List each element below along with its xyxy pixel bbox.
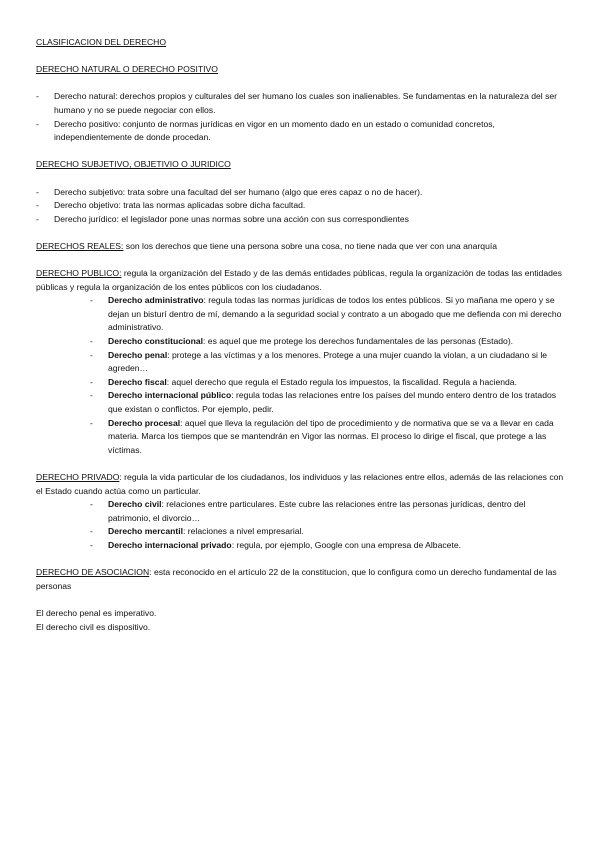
list-item: - Derecho fiscal: aquel derecho que regula el Estado regula los impuestos, la fiscalidad. Regula a hacienda. bbox=[90, 376, 517, 387]
section-reales: DERECHOS REALES: son los derechos que tiene una persona sobre una cosa, no tiene nada que ver con una anarquía bbox=[36, 240, 498, 251]
section-asociacion: DERECHO DE ASOCIACION: esta reconocido en el artículo 22 de la constitucion, que lo configura como un derecho fundamental de las personas bbox=[36, 567, 557, 591]
closing-line-penal: El derecho penal es imperativo. bbox=[36, 607, 157, 618]
list-item: - Derecho mercantil: relaciones a nivel empresarial. bbox=[90, 526, 304, 537]
list-item: - Derecho objetivo: trata las normas aplicadas sobre dicha facultad. bbox=[36, 200, 306, 211]
document-title: CLASIFICACION DEL DERECHO bbox=[36, 37, 167, 47]
closing-line-civil: El derecho civil es dispositivo. bbox=[36, 621, 151, 632]
list-subjetivo bbox=[36, 186, 564, 227]
list-item: - Derecho administrativo: regula todas las normas jurídicas de todos los entes públicos. Si yo mañana me opero y se dejan un bisturí dentro de mí, demando a la seguridad social y contrato a un abogado que me defienda con mi derecho administrativo. bbox=[90, 295, 562, 333]
section-privado: DERECHO PRIVADO: regula la vida particular de los ciudadanos, los individuos y las relaciones entre ellos, además de las relaciones con el Estado cuando actúa como un particular. bbox=[36, 472, 564, 496]
section-publico: DERECHO PUBLICO: regula la organización del Estado y de las demás entidades públicas, regula la organización de todas las entidades públicas y regula la organización de los entes públicos con los ciudadanos. bbox=[36, 268, 562, 292]
list-item: - Derecho procesal: aquel que lleva la regulación del tipo de procedimiento y de normativa que se va a llevar en cada materia. Marca los tiempos que se mantendrán en Vigor las normas. El proceso lo dirige el fiscal, que protege a las víctimas. bbox=[90, 417, 554, 455]
list-item: - Derecho civil: relaciones entre particulares. Este cubre las relaciones entre las personas jurídicas, dentro del patrimonio, el divorcio… bbox=[90, 499, 526, 523]
list-publico bbox=[36, 294, 564, 457]
section-heading-natural: DERECHO NATURAL O DERECHO POSITIVO bbox=[36, 64, 218, 75]
document-page bbox=[36, 36, 564, 634]
list-item: - Derecho natural: derechos propios y culturales del ser humano los cuales son inalienables. Se fundamentas en la naturaleza del ser humano y no se puede negociar con ellos. bbox=[36, 91, 558, 115]
list-item: - Derecho internacional privado: regula, por ejemplo, Google con una empresa de Albacete. bbox=[90, 539, 461, 550]
list-natural bbox=[36, 90, 564, 144]
list-item: - Derecho jurídico: el legislador pone unas normas sobre una acción con sus correspondientes bbox=[36, 213, 409, 224]
list-item: - Derecho internacional público: regula todas las relaciones entre los países del mundo entero dentro de los tratados que existan o conflictos. Por ejemplo, pedir. bbox=[90, 390, 557, 415]
list-item: - Derecho subjetivo: trata sobre una facultad del ser humano (algo que eres capaz o no de hacer). bbox=[36, 186, 423, 197]
section-heading-subjetivo: DERECHO SUBJETIVO, OBJETIVIO O JURIDICO bbox=[36, 159, 231, 170]
list-item: - Derecho penal: protege a las víctimas y a los menores. Protege a una mujer cuando la violan, a un ciudadano si le agreden… bbox=[90, 349, 548, 374]
list-item: - Derecho positivo: conjunto de normas jurídicas en vigor en un momento dado en un estado o comunidad concretos, independientemente de donde procedan. bbox=[36, 118, 495, 143]
list-item: - Derecho constitucional: es aquel que me protege los derechos fundamentales de las personas (Estado). bbox=[90, 336, 514, 347]
list-privado bbox=[36, 498, 564, 552]
